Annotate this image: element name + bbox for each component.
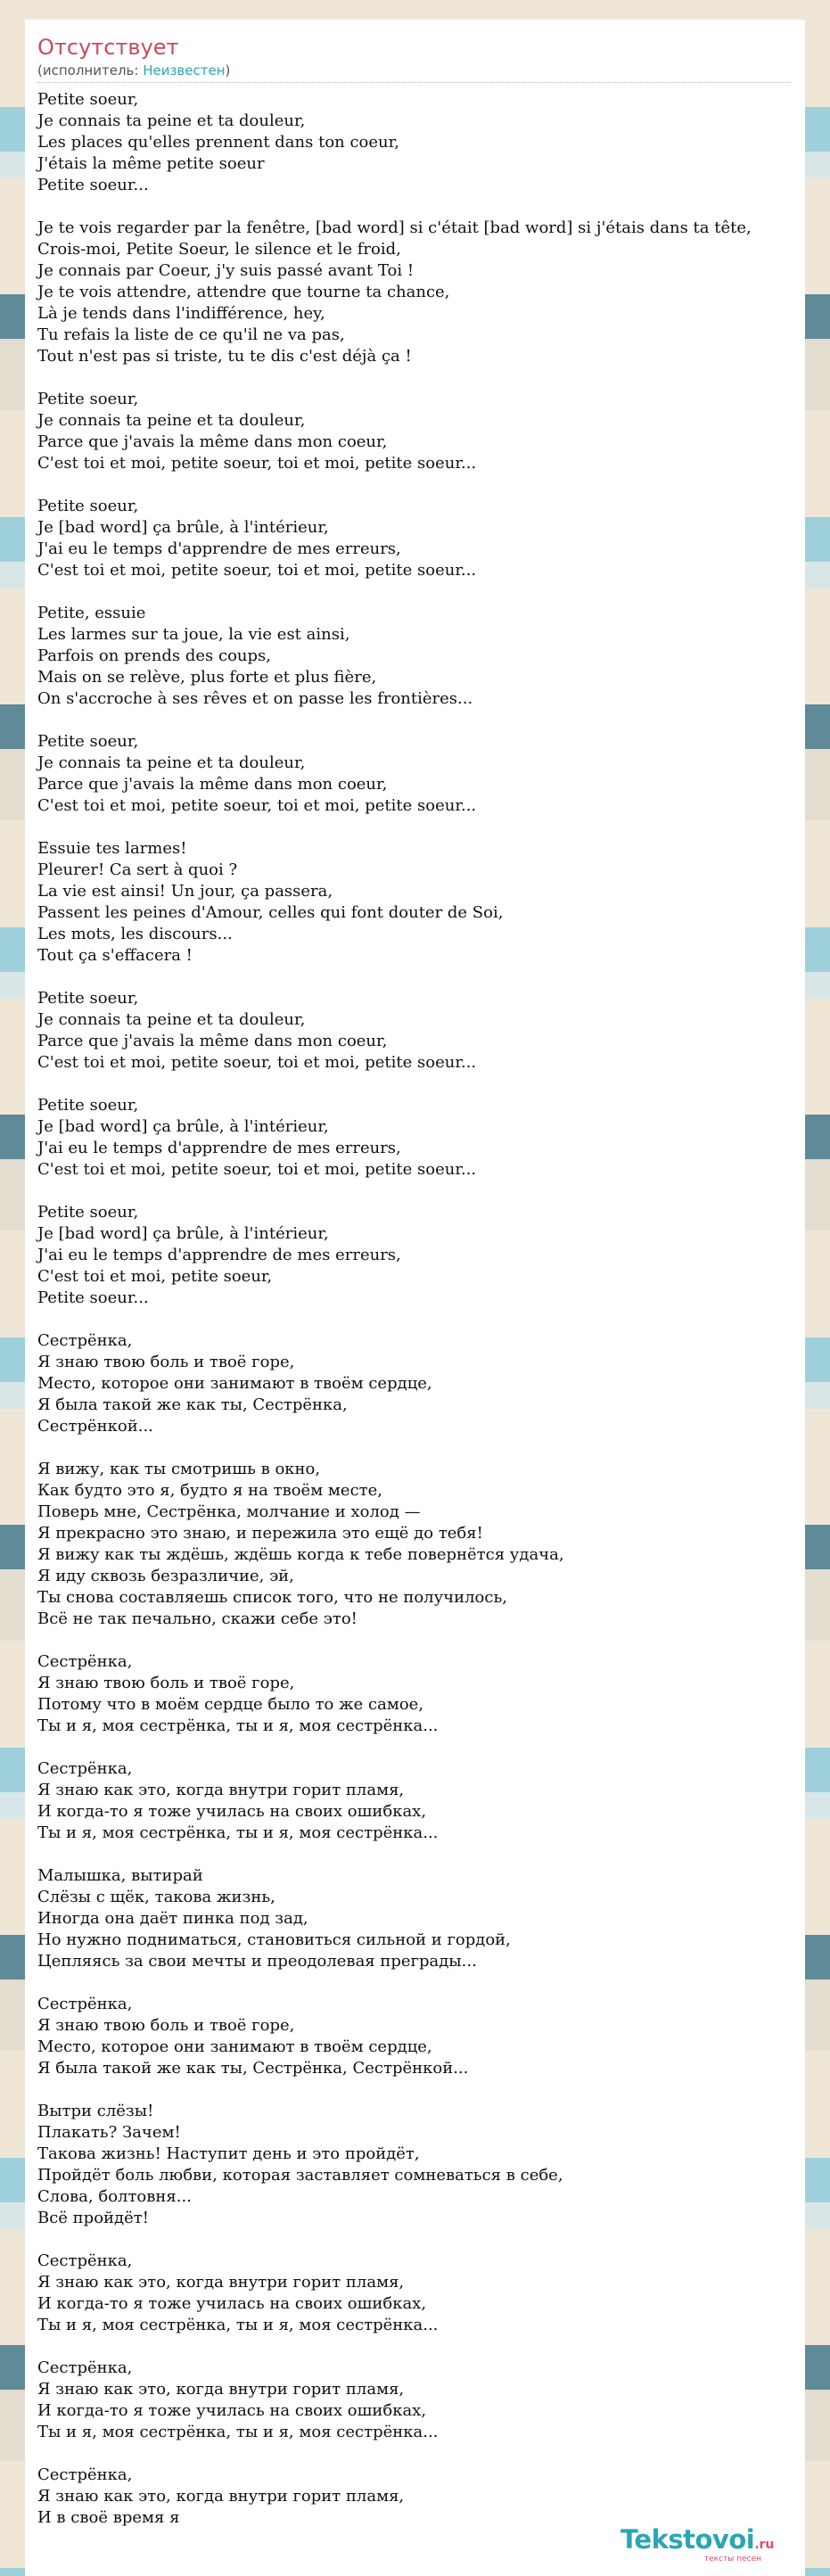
lyrics-line: Je connais ta peine et ta douleur, <box>37 411 306 430</box>
song-title: Отсутствует <box>37 35 179 60</box>
lyrics-line: Такова жизнь! Наступит день и это пройдёт, <box>37 2144 420 2163</box>
lyrics-line: Pleurer! Ca sert à quoi ? <box>37 860 238 879</box>
lyrics-line <box>37 710 805 731</box>
lyrics-line: Essuie tes larmes! <box>37 839 187 858</box>
lyrics-line: Я была такой же как ты, Сестрёнка, Сестрёнкой... <box>37 2059 469 2078</box>
lyrics-line: Petite soeur, <box>37 989 139 1008</box>
lyrics-line: Les larmes sur ta joue, la vie est ainsi, <box>37 625 350 644</box>
lyrics-line: Petite soeur, <box>37 1096 139 1115</box>
lyrics-line: Место, которое они занимают в твоём сердце, <box>37 2037 432 2056</box>
lyrics-line <box>37 2079 805 2101</box>
logo-tld: .ru <box>754 2538 775 2552</box>
lyrics-line: Потому что в моём сердце было то же самое, <box>37 1695 424 1714</box>
lyrics-line <box>37 581 805 603</box>
lyrics-line: Ты и я, моя сестрёнка, ты и я, моя сестрёнка... <box>37 1823 439 1842</box>
lyrics-line <box>37 196 805 218</box>
lyrics-line: Я иду сквозь безразличие, эй, <box>37 1567 294 1585</box>
lyrics-line: Сестрёнка, <box>37 2465 133 2484</box>
lyrics-line <box>37 817 805 838</box>
lyrics-line: C'est toi et moi, petite soeur, toi et moi, petite soeur... <box>37 454 477 473</box>
lyrics-line: Tu refais la liste de ce qu'il ne va pas, <box>37 325 345 344</box>
lyrics-line: Иногда она даёт пинка под зад, <box>37 1909 308 1928</box>
lyrics-line <box>37 967 805 988</box>
lyrics-line: Petite, essuie <box>37 604 146 622</box>
lyrics-line: Я знаю как это, когда внутри горит пламя, <box>37 2487 405 2506</box>
lyrics-line: Место, которое они занимают в твоём сердце, <box>37 1374 432 1393</box>
lyrics-line: Ты и я, моя сестрёнка, ты и я, моя сестрёнка... <box>37 1716 439 1735</box>
lyrics-line: C'est toi et moi, petite soeur, toi et moi, petite soeur... <box>37 561 477 580</box>
lyrics-line: Petite soeur, <box>37 1203 139 1222</box>
logo-name: Tekstovoi <box>620 2524 755 2555</box>
lyrics-line: Слёзы с щёк, такова жизнь, <box>37 1888 275 1906</box>
lyrics-line: Я знаю твою боль и твоё горе, <box>37 2016 295 2035</box>
lyrics-line: Вытри слёзы! <box>37 2102 154 2120</box>
lyrics-line: Сестрёнка, <box>37 1759 133 1778</box>
lyrics-line: Passent les peines d'Amour, celles qui font douter de Soi, <box>37 903 504 922</box>
lyrics-line: Всё не так печально, скажи себе это! <box>37 1609 357 1628</box>
header-divider <box>37 82 791 83</box>
lyrics-line <box>37 1074 805 1095</box>
lyrics-line: И в своё время я <box>37 2508 180 2527</box>
lyrics-line: Всё пройдёт! <box>37 2209 149 2227</box>
tekstovoi-logo[interactable] <box>620 2525 805 2570</box>
lyrics-line: Je te vois attendre, attendre que tourne ta chance, <box>37 283 450 301</box>
lyrics-line: J'ai eu le temps d'apprendre de mes erreurs, <box>37 539 401 558</box>
lyrics-line <box>37 367 805 389</box>
lyrics-line: Я вижу как ты ждёшь, ждёшь когда к тебе повернётся удача, <box>37 1545 564 1564</box>
lyrics-line: Ты и я, моя сестрёнка, ты и я, моя сестрёнка... <box>37 2423 439 2441</box>
lyrics-line: Petite soeur... <box>37 176 149 194</box>
artist-suffix: ) <box>225 62 231 78</box>
lyrics-line: Плакать? Зачем! <box>37 2123 181 2142</box>
lyrics-line: J'ai eu le temps d'apprendre de mes erreurs, <box>37 1246 401 1264</box>
lyrics-line: C'est toi et moi, petite soeur, toi et moi, petite soeur... <box>37 1160 477 1179</box>
lyrics-line: Petite soeur... <box>37 1288 149 1307</box>
lyrics-line: Я знаю твою боль и твоё горе, <box>37 1353 295 1371</box>
logo-tagline: тексты песен <box>703 2555 761 2564</box>
lyrics-line: Parce que j'avais la même dans mon coeur, <box>37 432 388 451</box>
lyrics-line: Je connais ta peine et ta douleur, <box>37 111 306 130</box>
lyrics-line: Цепляясь за свои мечты и преодолевая преграды... <box>37 1952 477 1971</box>
lyrics-line: Пройдёт боль любви, которая заставляет сомневаться в себе, <box>37 2166 563 2185</box>
lyrics-line: On s'accroche à ses rêves et on passe les frontières... <box>37 689 473 708</box>
lyrics-line <box>37 2229 805 2251</box>
lyrics-line: Я знаю как это, когда внутри горит пламя, <box>37 1781 405 1799</box>
artist-link[interactable]: Неизвестен <box>143 62 226 78</box>
artist-line <box>37 62 230 78</box>
lyrics-line: И когда-то я тоже училась на своих ошибках, <box>37 2401 427 2420</box>
lyrics-line: Tout ça s'effacera ! <box>37 946 193 965</box>
lyrics-line <box>37 1737 805 1758</box>
lyrics-line: И когда-то я тоже училась на своих ошибках, <box>37 1802 427 1821</box>
lyrics-line: Сестрёнкой... <box>37 1417 153 1436</box>
lyrics-line: Ты и я, моя сестрёнка, ты и я, моя сестрёнка... <box>37 2316 439 2334</box>
lyrics-line: Но нужно подниматься, становиться сильной и гордой, <box>37 1930 511 1949</box>
lyrics-line: Je te vois regarder par la fenêtre, [bad word] si c'était [bad word] si j'étais dans ta tête, <box>37 218 752 237</box>
lyrics-line: И когда-то я тоже училась на своих ошибках, <box>37 2294 427 2313</box>
lyrics-line: J'ai eu le temps d'apprendre de mes erreurs, <box>37 1139 401 1157</box>
lyrics-line: Je [bad word] ça brûle, à l'intérieur, <box>37 518 329 537</box>
lyrics-line: Я вижу, как ты смотришь в окно, <box>37 1460 321 1478</box>
lyrics-line: Petite soeur, <box>37 90 139 109</box>
lyrics-line: Сестрёнка, <box>37 1331 133 1350</box>
lyrics-line: Сестрёнка, <box>37 2358 133 2377</box>
lyrics-line: Tout n'est pas si triste, tu te dis c'est déjà ça ! <box>37 347 412 366</box>
lyrics-line <box>37 474 805 496</box>
lyrics-page <box>25 20 805 2576</box>
lyrics-line: Crois-moi, Petite Soeur, le silence et le froid, <box>37 240 401 259</box>
lyrics-line: J'étais la même petite soeur <box>37 154 265 173</box>
lyrics-line: Parce que j'avais la même dans mon coeur, <box>37 775 388 794</box>
lyrics-line: Как будто это я, будто я на твоём месте, <box>37 1481 382 1500</box>
lyrics-line: Ты снова составляешь список того, что не получилось, <box>37 1588 507 1607</box>
lyrics-line: Сестрёнка, <box>37 2251 133 2270</box>
lyrics-line: Je connais par Coeur, j'y suis passé avant Toi ! <box>37 261 415 280</box>
lyrics-line: Parce que j'avais la même dans mon coeur, <box>37 1032 388 1050</box>
lyrics-line: C'est toi et moi, petite soeur, <box>37 1267 273 1286</box>
lyrics-line: Petite soeur, <box>37 390 139 408</box>
lyrics-line: Я была такой же как ты, Сестрёнка, <box>37 1395 348 1414</box>
lyrics-line: Je connais ta peine et ta douleur, <box>37 753 306 772</box>
artist-prefix: (исполнитель: <box>37 62 144 78</box>
lyrics-line: Les mots, les discours... <box>37 925 233 943</box>
lyrics-text <box>37 89 805 2529</box>
lyrics-line <box>37 1630 805 1651</box>
lyrics-line <box>37 2443 805 2465</box>
lyrics-line: Я знаю как это, когда внутри горит пламя, <box>37 2380 405 2399</box>
lyrics-line: Petite soeur, <box>37 732 139 751</box>
lyrics-line <box>37 1181 805 1202</box>
lyrics-line: Малышка, вытирай <box>37 1866 203 1885</box>
lyrics-line <box>37 1844 805 1865</box>
lyrics-line: La vie est ainsi! Un jour, ça passera, <box>37 882 333 901</box>
lyrics-line <box>37 1972 805 1994</box>
lyrics-line: Les places qu'elles prennent dans ton coeur, <box>37 133 399 152</box>
lyrics-line: Parfois on prends des coups, <box>37 646 271 665</box>
lyrics-line <box>37 1309 805 1330</box>
lyrics-line: Сестрёнка, <box>37 1995 133 2013</box>
lyrics-line: C'est toi et moi, petite soeur, toi et moi, petite soeur... <box>37 1053 477 1072</box>
lyrics-line: Слова, болтовня... <box>37 2187 192 2206</box>
lyrics-line: C'est toi et moi, petite soeur, toi et moi, petite soeur... <box>37 796 477 815</box>
lyrics-line: Je [bad word] ça brûle, à l'intérieur, <box>37 1224 329 1243</box>
lyrics-line: Je connais ta peine et ta douleur, <box>37 1010 306 1029</box>
lyrics-line: Я прекрасно это знаю, и пережила это ещё до тебя! <box>37 1524 483 1543</box>
lyrics-line: Mais on se relève, plus forte et plus fière, <box>37 668 377 687</box>
lyrics-line <box>37 2336 805 2358</box>
lyrics-line: Petite soeur, <box>37 497 139 515</box>
lyrics-line: Я знаю как это, когда внутри горит пламя, <box>37 2273 405 2292</box>
lyrics-line: Поверь мне, Сестрёнка, молчание и холод — <box>37 1502 421 1521</box>
lyrics-line: Je [bad word] ça brûle, à l'intérieur, <box>37 1117 329 1136</box>
lyrics-line <box>37 1437 805 1459</box>
lyrics-line: Я знаю твою боль и твоё горе, <box>37 1674 295 1692</box>
lyrics-line: Сестрёнка, <box>37 1652 133 1671</box>
lyrics-line: Là je tends dans l'indifférence, hey, <box>37 304 325 323</box>
